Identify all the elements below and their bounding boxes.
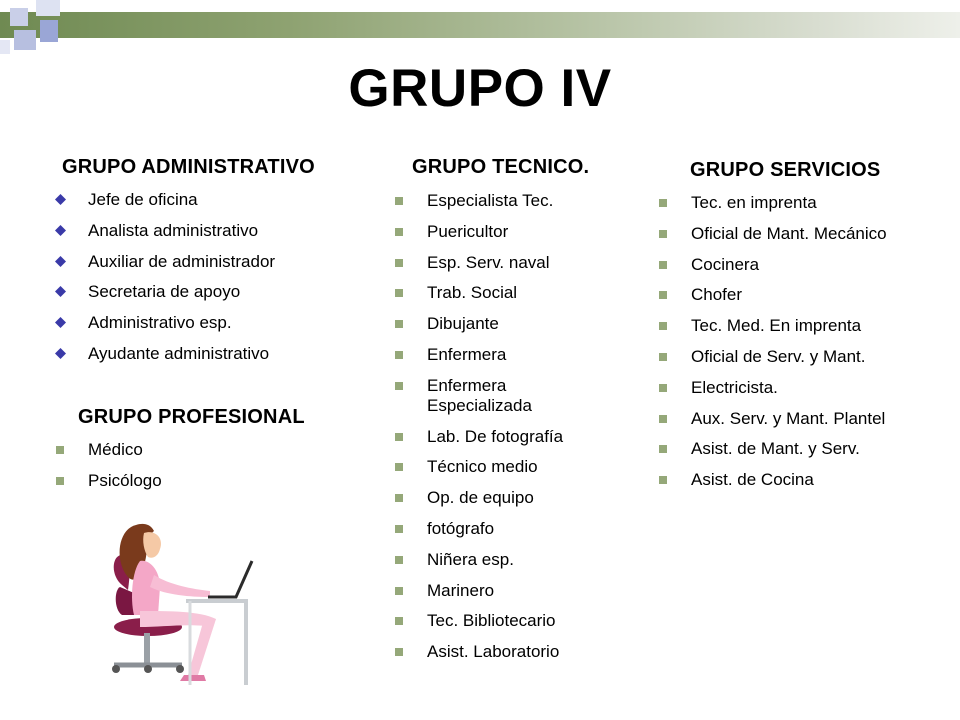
square-bullet-icon — [395, 525, 403, 533]
list-item: fotógrafo — [393, 519, 577, 539]
list-item: Oficial de Serv. y Mant. — [657, 347, 887, 367]
list-servicios — [657, 193, 887, 501]
square-bullet-icon — [395, 351, 403, 359]
list-item: Enfermera Especializada — [393, 376, 577, 416]
list-item: Tec. Med. En imprenta — [657, 316, 887, 336]
list-item: Marinero — [393, 581, 577, 601]
square-bullet-icon — [659, 353, 667, 361]
square-bullet-icon — [395, 259, 403, 267]
heading-tecnico: GRUPO TECNICO. — [412, 156, 590, 178]
list-item: Auxiliar de administrador — [54, 252, 275, 272]
woman-at-laptop-illustration — [100, 515, 260, 685]
list-item: Electricista. — [657, 378, 887, 398]
square-bullet-icon — [395, 617, 403, 625]
square-bullet-icon — [56, 446, 64, 454]
list-item: Asist. de Cocina — [657, 470, 887, 490]
square-bullet-icon — [659, 415, 667, 423]
list-item: Cocinera — [657, 255, 887, 275]
list-item: Tec. en imprenta — [657, 193, 887, 213]
list-item: Oficial de Mant. Mecánico — [657, 224, 887, 244]
list-item: Chofer — [657, 285, 887, 305]
list-item: Médico — [54, 440, 162, 460]
square-bullet-icon — [659, 261, 667, 269]
list-item: Niñera esp. — [393, 550, 577, 570]
square-bullet-icon — [659, 445, 667, 453]
square-bullet-icon — [395, 463, 403, 471]
square-bullet-icon — [395, 494, 403, 502]
list-item: Puericultor — [393, 222, 577, 242]
list-item: Op. de equipo — [393, 488, 577, 508]
list-item: Analista administrativo — [54, 221, 275, 241]
square-bullet-icon — [395, 228, 403, 236]
list-item: Secretaria de apoyo — [54, 282, 275, 302]
square-bullet-icon — [659, 199, 667, 207]
list-item: Aux. Serv. y Mant. Plantel — [657, 409, 887, 429]
square-bullet-icon — [659, 476, 667, 484]
diamond-bullet-icon — [55, 256, 66, 267]
square-bullet-icon — [395, 648, 403, 656]
list-item: Asist. de Mant. y Serv. — [657, 439, 887, 459]
square-bullet-icon — [659, 322, 667, 330]
heading-servicios: GRUPO SERVICIOS — [690, 159, 881, 181]
corner-squares-decoration — [0, 0, 80, 60]
diamond-bullet-icon — [55, 194, 66, 205]
square-bullet-icon — [659, 291, 667, 299]
diamond-bullet-icon — [55, 225, 66, 236]
square-bullet-icon — [395, 433, 403, 441]
list-item: Asist. Laboratorio — [393, 642, 577, 662]
square-bullet-icon — [659, 230, 667, 238]
list-item: Dibujante — [393, 314, 577, 334]
list-item: Ayudante administrativo — [54, 344, 275, 364]
list-item: Especialista Tec. — [393, 191, 577, 211]
list-item: Jefe de oficina — [54, 190, 275, 210]
square-bullet-icon — [395, 320, 403, 328]
square-bullet-icon — [395, 556, 403, 564]
diamond-bullet-icon — [55, 348, 66, 359]
square-bullet-icon — [659, 384, 667, 392]
list-item: Técnico medio — [393, 457, 577, 477]
diamond-bullet-icon — [55, 317, 66, 328]
list-profesional — [54, 440, 162, 502]
list-item: Administrativo esp. — [54, 313, 275, 333]
square-bullet-icon — [395, 197, 403, 205]
list-item: Tec. Bibliotecario — [393, 611, 577, 631]
list-item: Enfermera — [393, 345, 577, 365]
list-item: Trab. Social — [393, 283, 577, 303]
list-item: Psicólogo — [54, 471, 162, 491]
header-gradient-bar — [0, 12, 960, 38]
square-bullet-icon — [395, 587, 403, 595]
heading-administrativo: GRUPO ADMINISTRATIVO — [62, 156, 315, 178]
square-bullet-icon — [395, 289, 403, 297]
square-bullet-icon — [56, 477, 64, 485]
list-item: Lab. De fotografía — [393, 427, 577, 447]
list-administrativo — [54, 190, 275, 375]
diamond-bullet-icon — [55, 286, 66, 297]
list-tecnico — [393, 191, 577, 673]
list-item: Esp. Serv. naval — [393, 253, 577, 273]
heading-profesional: GRUPO PROFESIONAL — [78, 406, 305, 428]
slide-title: GRUPO IV — [348, 59, 612, 118]
square-bullet-icon — [395, 382, 403, 390]
